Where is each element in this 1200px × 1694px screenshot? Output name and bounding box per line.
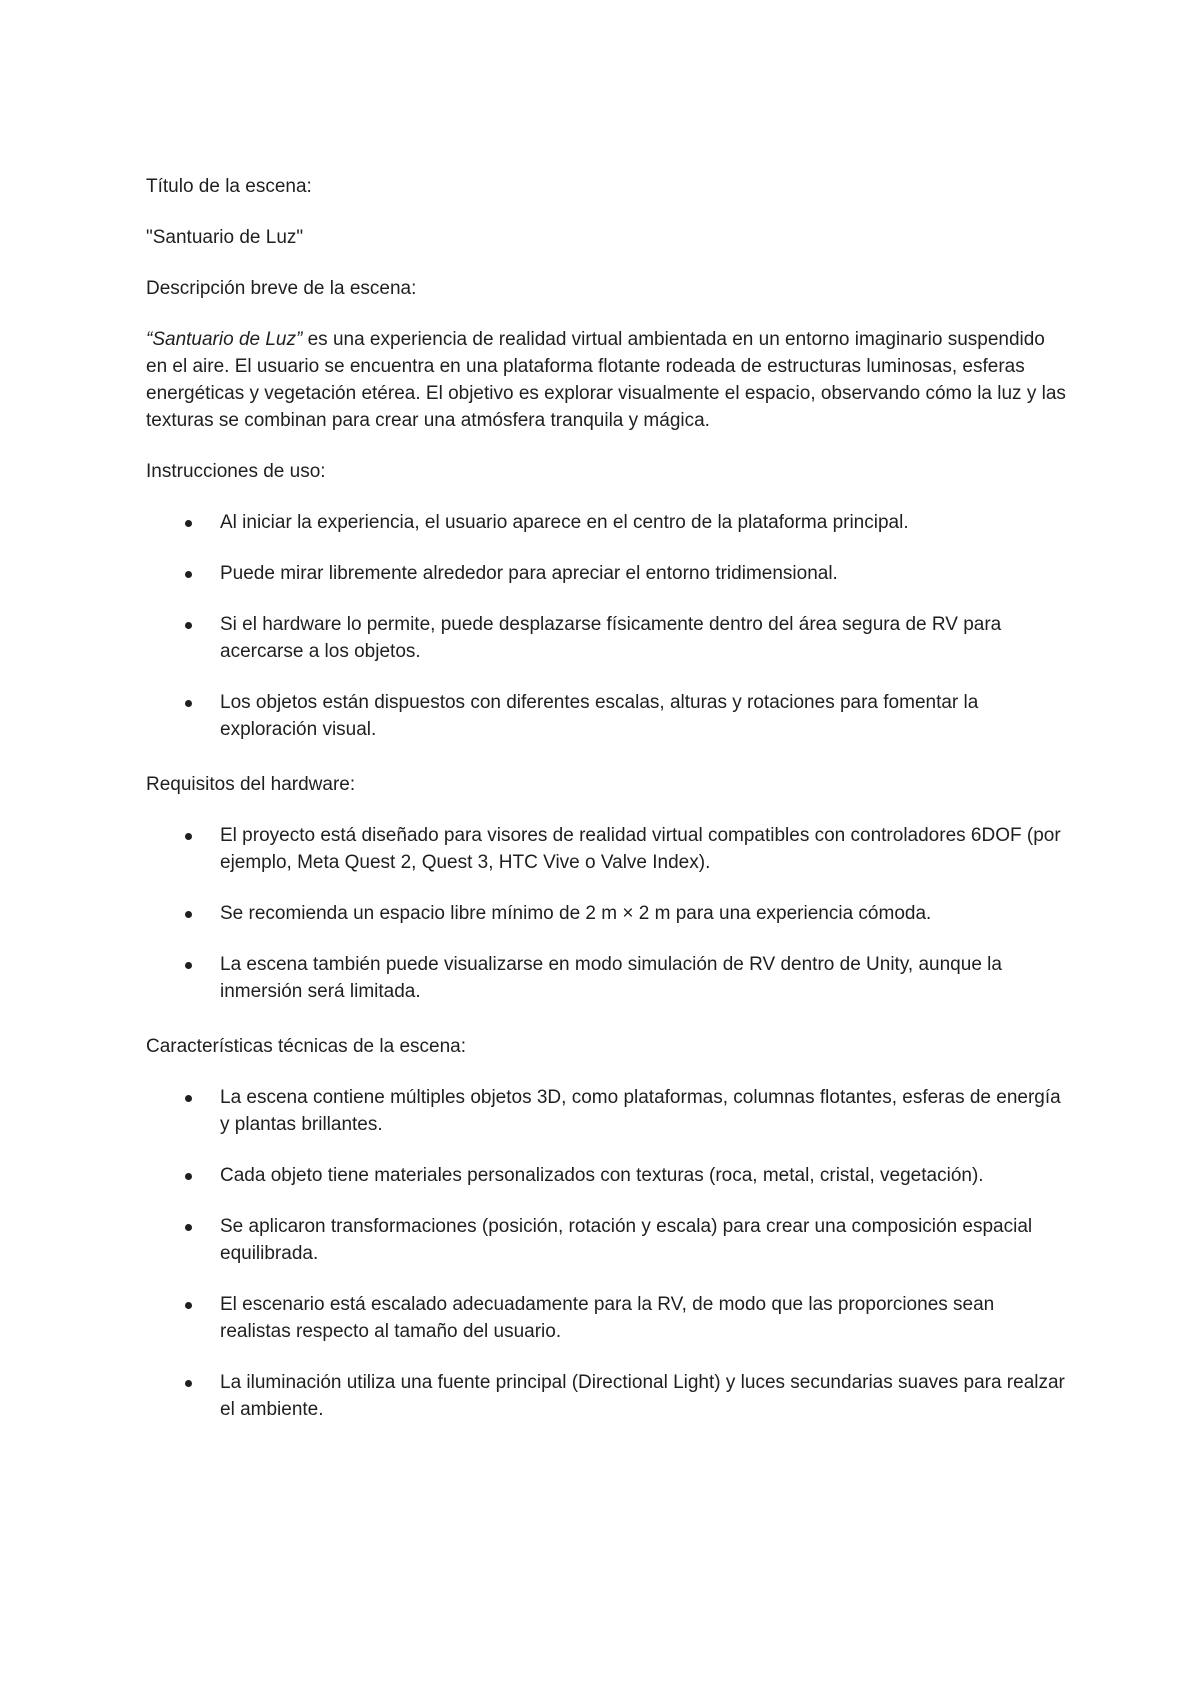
scene-title: "Santuario de Luz" bbox=[146, 227, 304, 248]
list-item bbox=[146, 1162, 1066, 1189]
bullet-icon bbox=[185, 520, 192, 527]
list-item bbox=[146, 611, 1066, 665]
list-item-text: Se recomienda un espacio libre mínimo de 2 m × 2 m para una experiencia cómoda. bbox=[220, 903, 932, 924]
description-text: es una experiencia de realidad virtual ambientada en un entorno imaginario suspendido en el aire. El usuario se encuentra en una plataforma flotante rodeada de estructuras luminosas, esferas energéticas y vegetación etérea. El objetivo es explorar visualmente el espacio, observando cómo la luz y las texturas se combinan para crear una atmósfera tranquila y mágica. bbox=[146, 329, 1066, 431]
bullet-icon bbox=[185, 1224, 192, 1231]
bullet-icon bbox=[185, 1380, 192, 1387]
list-item bbox=[146, 560, 1066, 587]
bullet-icon bbox=[185, 911, 192, 918]
list-item bbox=[146, 689, 1066, 743]
scene-title-heading: Título de la escena: bbox=[146, 176, 312, 197]
list-item bbox=[146, 1291, 1066, 1345]
technical-list bbox=[146, 1084, 1066, 1423]
hardware-list bbox=[146, 822, 1066, 1005]
bullet-icon bbox=[185, 571, 192, 578]
bullet-icon bbox=[185, 833, 192, 840]
bullet-icon bbox=[185, 962, 192, 969]
list-item bbox=[146, 822, 1066, 876]
instructions-list bbox=[146, 509, 1066, 743]
list-item-text: El escenario está escalado adecuadamente para la RV, de modo que las proporciones sean realistas respecto al tamaño del usuario. bbox=[220, 1294, 995, 1342]
list-item-text: Los objetos están dispuestos con diferentes escalas, alturas y rotaciones para fomentar la exploración visual. bbox=[220, 692, 979, 740]
list-item bbox=[146, 1213, 1066, 1267]
list-item-text: Si el hardware lo permite, puede desplazarse físicamente dentro del área segura de RV para acercarse a los objetos. bbox=[220, 614, 1002, 662]
list-item bbox=[146, 951, 1066, 1005]
description-paragraph bbox=[146, 326, 1066, 434]
bullet-icon bbox=[185, 700, 192, 707]
list-item-text: El proyecto está diseñado para visores de realidad virtual compatibles con controladores 6DOF (por ejemplo, Meta Quest 2, Quest 3, HTC Vive o Valve Index). bbox=[220, 825, 1061, 873]
description-title-italic: “Santuario de Luz” bbox=[146, 329, 303, 350]
list-item-text: La iluminación utiliza una fuente principal (Directional Light) y luces secundarias suaves para realzar el ambiente. bbox=[220, 1372, 1065, 1420]
list-item bbox=[146, 1084, 1066, 1138]
list-item-text: Se aplicaron transformaciones (posición, rotación y escala) para crear una composición espacial equilibrada. bbox=[220, 1216, 1033, 1264]
hardware-heading: Requisitos del hardware: bbox=[146, 774, 356, 795]
list-item-text: La escena contiene múltiples objetos 3D, como plataformas, columnas flotantes, esferas de energía y plantas brillantes. bbox=[220, 1087, 1061, 1135]
document-body bbox=[146, 173, 1066, 1447]
bullet-icon bbox=[185, 622, 192, 629]
bullet-icon bbox=[185, 1173, 192, 1180]
list-item bbox=[146, 1369, 1066, 1423]
technical-heading: Características técnicas de la escena: bbox=[146, 1036, 466, 1057]
list-item-text: Puede mirar libremente alrededor para apreciar el entorno tridimensional. bbox=[220, 563, 838, 584]
list-item-text: Al iniciar la experiencia, el usuario aparece en el centro de la plataforma principal. bbox=[220, 512, 909, 533]
bullet-icon bbox=[185, 1095, 192, 1102]
description-heading: Descripción breve de la escena: bbox=[146, 278, 417, 299]
list-item-text: Cada objeto tiene materiales personalizados con texturas (roca, metal, cristal, vegetación). bbox=[220, 1165, 984, 1186]
list-item bbox=[146, 900, 1066, 927]
list-item-text: La escena también puede visualizarse en modo simulación de RV dentro de Unity, aunque la inmersión será limitada. bbox=[220, 954, 1002, 1002]
bullet-icon bbox=[185, 1302, 192, 1309]
list-item bbox=[146, 509, 1066, 536]
instructions-heading: Instrucciones de uso: bbox=[146, 461, 326, 482]
